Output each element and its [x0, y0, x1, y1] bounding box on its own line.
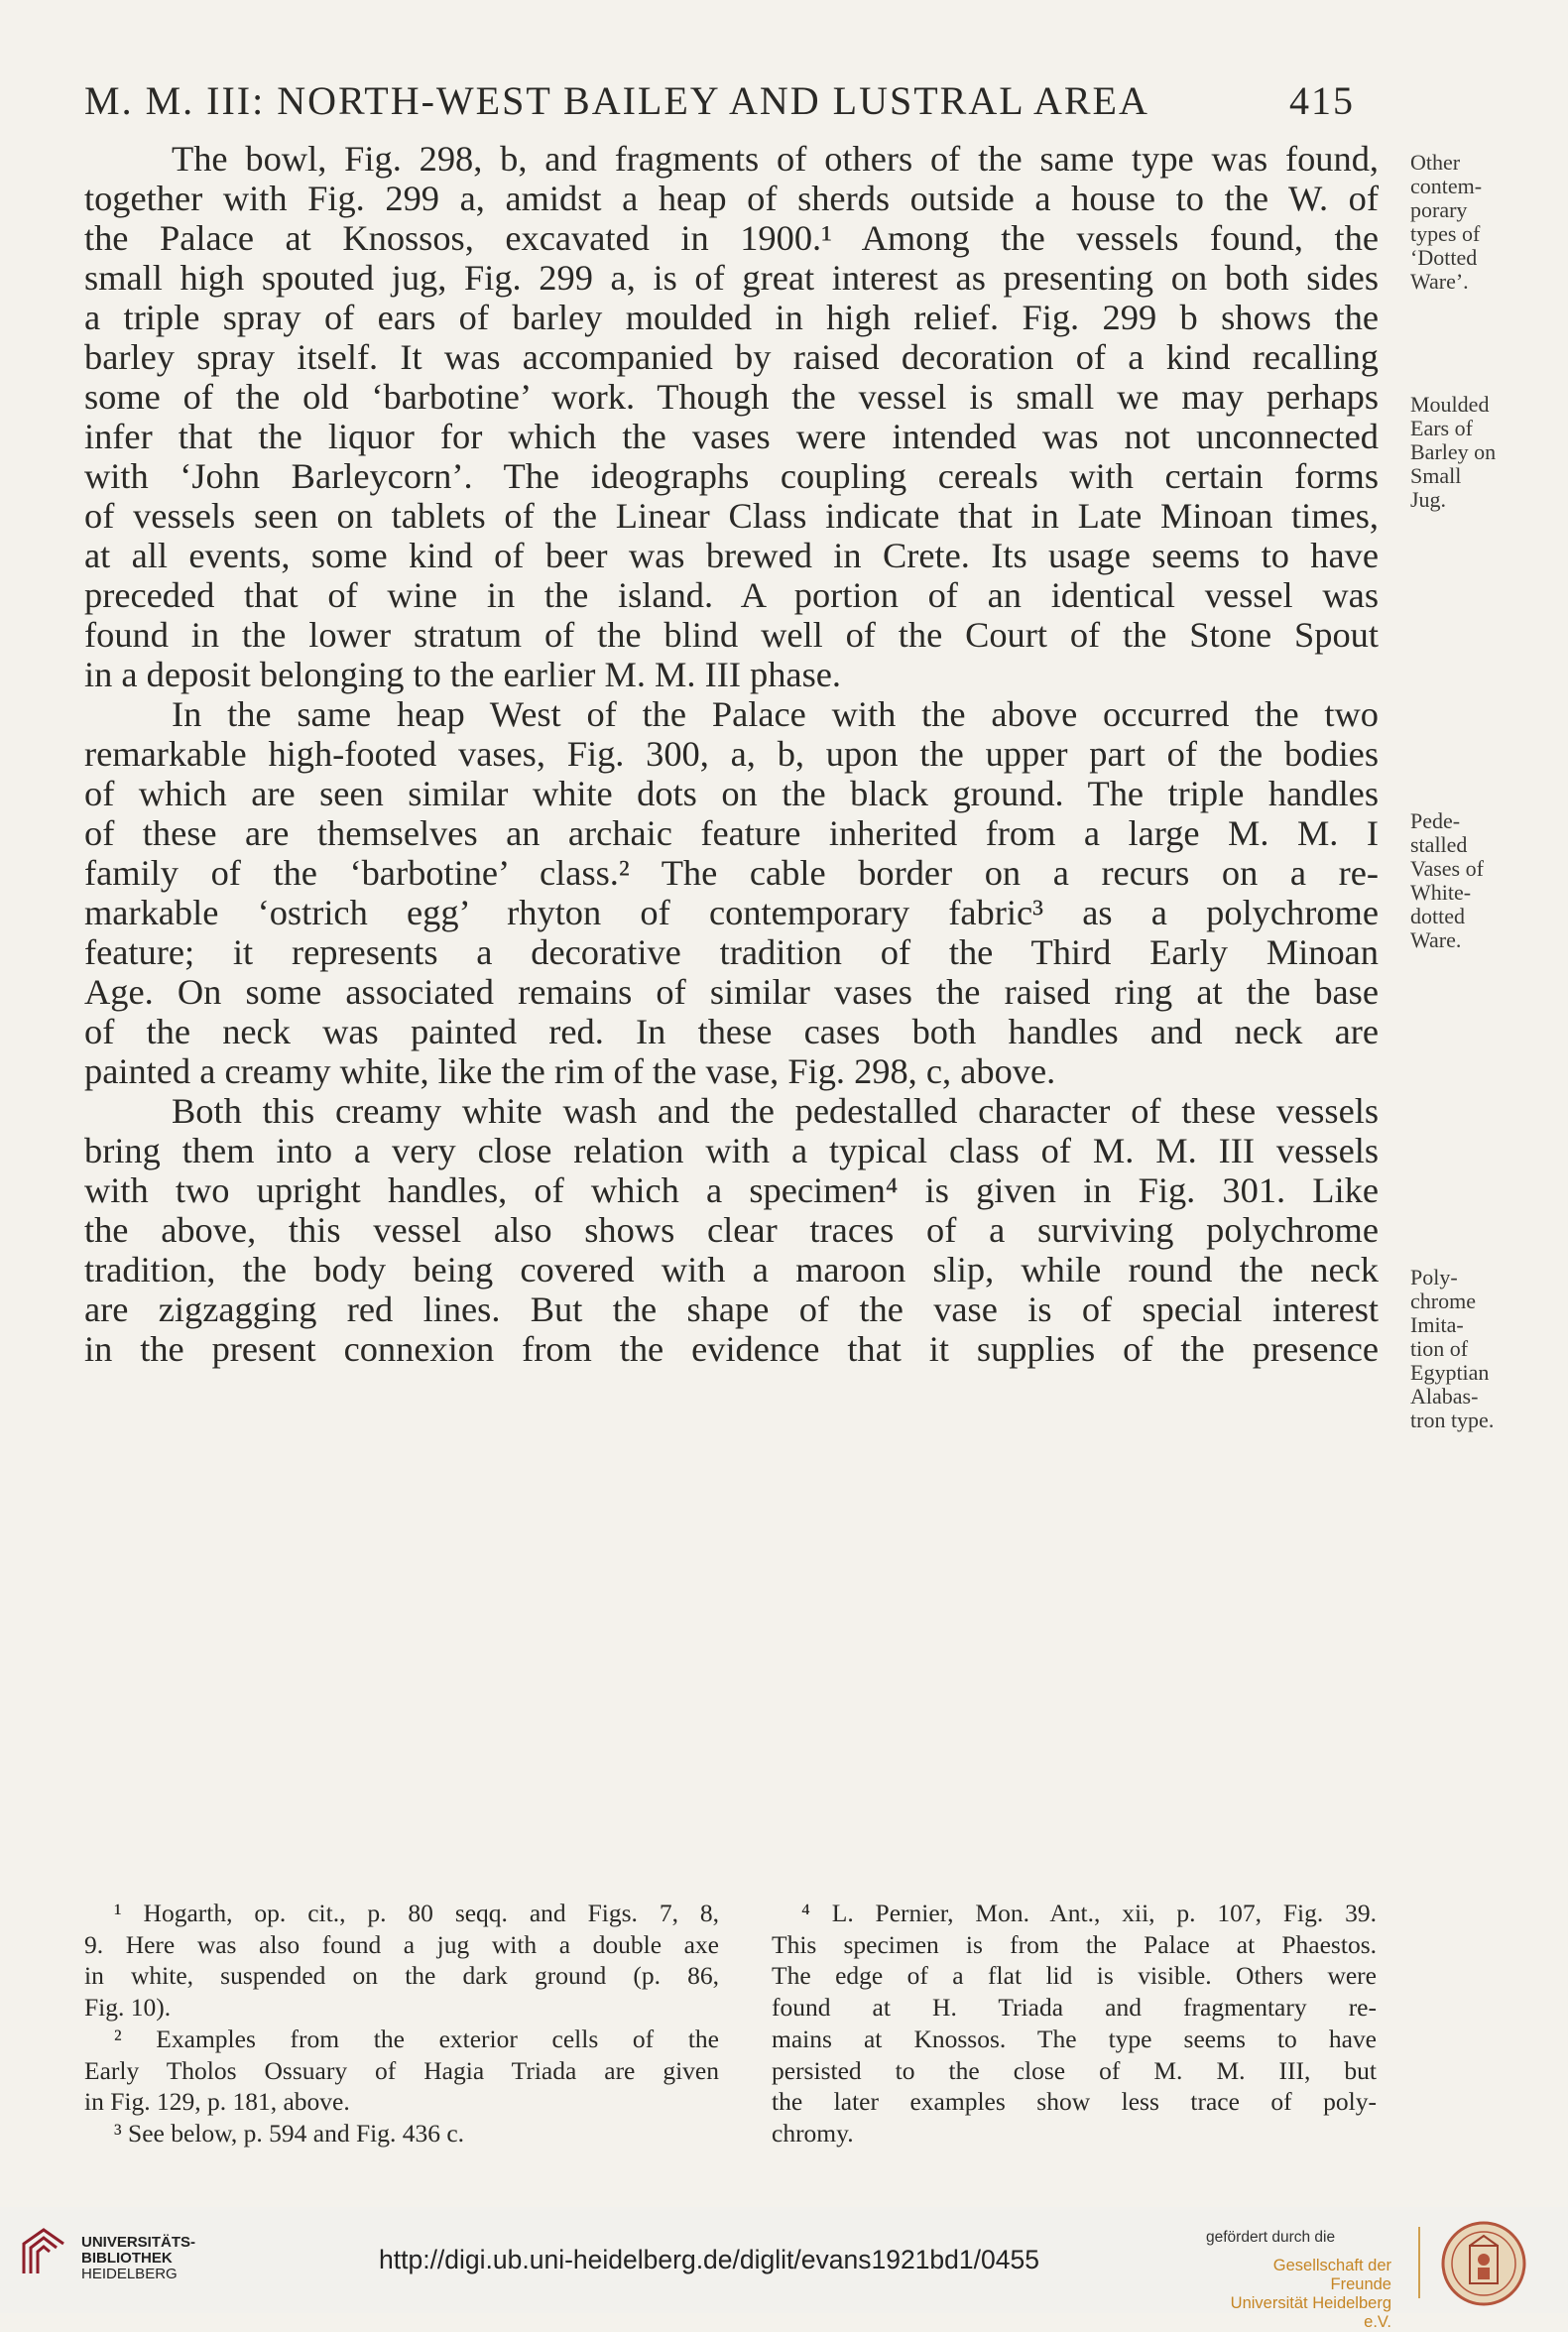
text-line: the Palace at Knossos, excavated in 1900.¹ Among the vessels found, the [84, 218, 1379, 258]
footnote-line: found at H. Triada and fragmentary re- [772, 1993, 1377, 2023]
text-line: a triple spray of ears of barley moulded in high relief. Fig. 299 b shows the [84, 298, 1379, 337]
text-line: markable ‘ostrich egg’ rhyton of contemporary fabric³ as a polychrome [84, 893, 1379, 932]
library-name [81, 2235, 195, 2282]
margin-note-line: Ears of [1410, 416, 1473, 440]
margin-note-line: Ware’. [1410, 269, 1469, 294]
page-number: 415 [1289, 78, 1355, 123]
paragraph-1 [84, 139, 1379, 694]
text-line: infer that the liquor for which the vases were intended was not unconnected [84, 417, 1379, 456]
text-line: some of the old ‘barbotine’ work. Though the vessel is small we may perhaps [84, 377, 1379, 417]
footnote-line: 9. Here was also found a jug with a double axe [84, 1929, 719, 1959]
body-text [84, 139, 1379, 1369]
margin-note-line: types of [1410, 221, 1481, 246]
library-logo-icon [18, 2224, 69, 2279]
text-line: together with Fig. 299 a, amidst a heap of sherds outside a house to the W. of [84, 179, 1379, 218]
footnote-line: persisted to the close of M. M. III, but [772, 2055, 1377, 2085]
text-line: The bowl, Fig. 298, b, and fragments of others of the same type was found, [172, 139, 1379, 179]
text-line: at all events, some kind of beer was brewed in Crete. Its usage seems to have [84, 536, 1379, 575]
margin-note-line: Pede- [1410, 808, 1461, 833]
margin-note-line: chrome [1410, 1289, 1476, 1313]
text-line: small high spouted jug, Fig. 299 a, is of great interest as presenting on both sides [84, 258, 1379, 298]
sponsor-name-line: Universität Heidelberg e.V. [1230, 2294, 1391, 2331]
margin-note-line: Jug. [1410, 487, 1447, 512]
text-line: preceded that of wine in the island. A portion of an identical vessel was [84, 575, 1379, 615]
text-line: found in the lower stratum of the blind well of the Court of the Stone Spout [84, 615, 1379, 655]
sponsor-name [1208, 2257, 1391, 2332]
margin-note-line: Moulded [1410, 392, 1490, 417]
text-line: barley spray itself. It was accompanied by raised decoration of a kind recalling [84, 337, 1379, 377]
text-line: of the neck was painted red. In these cases both handles and neck are [84, 1012, 1379, 1051]
library-name-line: BIBLIOTHEK [81, 2250, 173, 2267]
text-line: with ‘John Barleycorn’. The ideographs coupling cereals with certain forms [84, 456, 1379, 496]
margin-note-line: Ware. [1410, 927, 1462, 952]
text-line: of which are seen similar white dots on the black ground. The triple handles [84, 774, 1379, 813]
text-line: in a deposit belonging to the earlier M. M. III phase. [84, 655, 841, 694]
text-line: feature; it represents a decorative tradition of the Third Early Minoan [84, 932, 1379, 972]
footnote-line: ³ See below, p. 594 and Fig. 436 c. [114, 2118, 465, 2148]
footnote-line: ⁴ L. Pernier, Mon. Ant., xii, p. 107, Fig. 39. [801, 1899, 1377, 1927]
text-line: in the present connexion from the evidence that it supplies of the presence [84, 1329, 1379, 1369]
footnote-line: mains at Knossos. The type seems to have [772, 2024, 1377, 2053]
text-line: tradition, the body being covered with a maroon slip, while round the neck [84, 1250, 1379, 1289]
margin-note-line: Vases of [1410, 856, 1484, 881]
margin-note-line: porary [1410, 197, 1468, 222]
footnote-line: in Fig. 129, p. 181, above. [84, 2087, 350, 2117]
margin-note-line: Barley on [1410, 439, 1497, 464]
footnote-line: The edge of a flat lid is visible. Others were [772, 1961, 1377, 1991]
running-head [84, 77, 1374, 124]
margin-note-line: White- [1410, 880, 1472, 905]
text-line: the above, this vessel also shows clear traces of a surviving polychrome [84, 1210, 1379, 1250]
footnote-line: Early Tholos Ossuary of Hagia Triada are given [84, 2055, 719, 2085]
margin-note-line: Egyptian [1410, 1360, 1490, 1385]
margin-note-line: stalled [1410, 832, 1468, 857]
running-title: M. M. III: NORTH-WEST BAILEY AND LUSTRAL AREA [84, 78, 1149, 123]
margin-note [1410, 809, 1559, 952]
text-line: of vessels seen on tablets of the Linear Class indicate that in Late Minoan times, [84, 496, 1379, 536]
margin-note-line: tron type. [1410, 1408, 1495, 1432]
margin-note-line: ‘Dotted [1410, 245, 1478, 270]
footnote-line: chromy. [772, 2118, 854, 2148]
margin-note-line: Poly- [1410, 1265, 1458, 1289]
footnote-line: ² Examples from the exterior cells of the [114, 2024, 719, 2053]
footer-divider [1418, 2227, 1420, 2298]
paragraph-3 [84, 1091, 1379, 1369]
library-name-line: HEIDELBERG [81, 2266, 178, 2282]
text-line: bring them into a very close relation with a typical class of M. M. III vessels [84, 1131, 1379, 1170]
margin-note-line: contem- [1410, 174, 1483, 198]
margin-note-line: Alabas- [1410, 1384, 1479, 1409]
text-line: In the same heap West of the Palace with the above occurred the two [172, 694, 1379, 734]
text-line: family of the ‘barbotine’ class.² The cable border on a recurs on a re- [84, 853, 1379, 893]
text-line: Both this creamy white wash and the pedestalled character of these vessels [172, 1091, 1379, 1131]
footnote-line: ¹ Hogarth, op. cit., p. 80 seqq. and Figs. 7, 8, [114, 1899, 719, 1927]
margin-note-line: Small [1410, 463, 1462, 488]
footnotes-right [772, 1898, 1377, 2149]
footnote-line: the later examples show less trace of poly- [772, 2087, 1377, 2117]
footnotes-left [84, 1898, 719, 2149]
sponsor-name-line: Gesellschaft der Freunde [1272, 2257, 1391, 2293]
text-line: are zigzagging red lines. But the shape of the vase is of special interest [84, 1289, 1379, 1329]
margin-note-line: Imita- [1410, 1312, 1464, 1337]
margin-note-line: dotted [1410, 904, 1465, 928]
text-line: of these are themselves an archaic feature inherited from a large M. M. I [84, 813, 1379, 853]
university-seal-icon [1440, 2220, 1527, 2307]
margin-note-line: tion of [1410, 1336, 1469, 1361]
library-name-line: UNIVERSITÄTS- [81, 2234, 196, 2251]
footnote-line: Fig. 10). [84, 1993, 172, 2023]
text-line: Age. On some associated remains of similar vases the raised ring at the base [84, 972, 1379, 1012]
margin-note [1410, 1266, 1559, 1432]
margin-note [1410, 393, 1559, 512]
margin-note [1410, 151, 1559, 294]
footnote-line: This specimen is from the Palace at Phaestos. [772, 1929, 1377, 1959]
text-line: remarkable high-footed vases, Fig. 300, a, b, upon the upper part of the bodies [84, 734, 1379, 774]
digitization-url-link[interactable]: http://digi.ub.uni-heidelberg.de/diglit/evans1921bd1/0455 [379, 2245, 1039, 2274]
sponsor-label: gefördert durch die [1206, 2229, 1336, 2246]
footnote-line: in white, suspended on the dark ground (p. 86, [84, 1961, 719, 1991]
margin-note-line: Other [1410, 150, 1461, 175]
text-line: painted a creamy white, like the rim of the vase, Fig. 298, c, above. [84, 1051, 1056, 1091]
digitization-footer [0, 2207, 1568, 2331]
text-line: with two upright handles, of which a specimen⁴ is given in Fig. 301. Like [84, 1170, 1379, 1210]
paragraph-2 [84, 694, 1379, 1091]
